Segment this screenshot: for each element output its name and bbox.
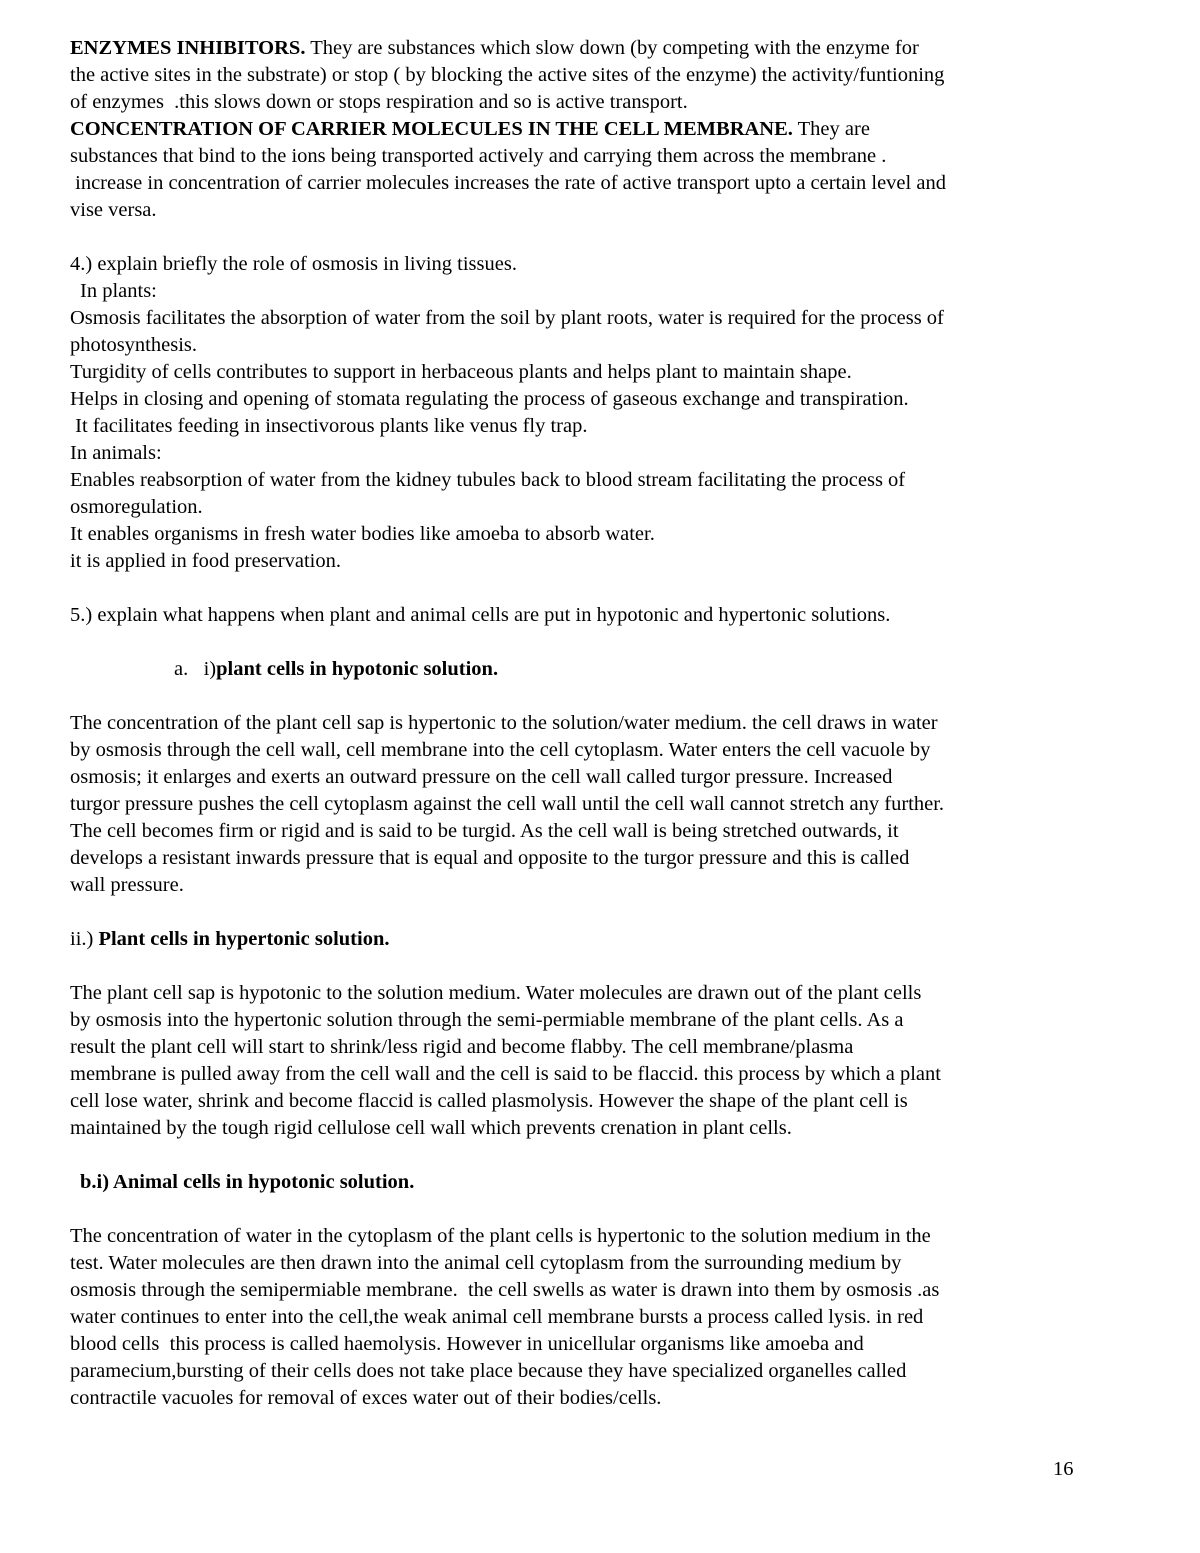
paragraph-line: result the plant cell will start to shrink/less rigid and become flabby. The cell membrane/plasma — [70, 1036, 854, 1058]
plants-line: Turgidity of cells contributes to support in herbaceous plants and helps plant to maintain shape. — [70, 361, 852, 383]
paragraph-line: The plant cell sap is hypotonic to the solution medium. Water molecules are drawn out of the plant cells — [70, 982, 922, 1004]
spacer — [70, 224, 1085, 251]
paragraph-line: osmosis; it enlarges and exerts an outward pressure on the cell wall called turgor pressure. Increased — [70, 766, 893, 788]
page-number: 16 — [1053, 1458, 1074, 1480]
enzymes-first-line-text: They are substances which slow down (by competing with the enzyme for — [305, 37, 919, 59]
enzymes-line: of enzymes .this slows down or stops respiration and so is active transport. — [70, 91, 688, 113]
spacer — [70, 683, 1085, 710]
paragraph-line: cell lose water, shrink and become flaccid is called plasmolysis. However the shape of the plant cell is — [70, 1090, 908, 1112]
subheading-a — [70, 656, 1085, 683]
enzymes-paragraph — [70, 35, 1085, 116]
paragraph-line: by osmosis into the hypertonic solution through the semi-permiable membrane of the plant cells. As a — [70, 1009, 904, 1031]
subheading-b-title: Animal cells in hypotonic solution. — [113, 1171, 415, 1193]
animals-line: Enables reabsorption of water from the kidney tubules back to blood stream facilitating the process of — [70, 469, 906, 491]
paragraph-line: turgor pressure pushes the cell cytoplasm against the cell wall until the cell wall cannot stretch any further. — [70, 793, 945, 815]
document-page — [70, 35, 1085, 1412]
spacer — [70, 953, 1085, 980]
question-5: 5.) explain what happens when plant and animal cells are put in hypotonic and hypertonic solutions. — [70, 604, 891, 626]
paragraph-line: membrane is pulled away from the cell wall and the cell is said to be flaccid. this process by which a plant — [70, 1063, 941, 1085]
plants-heading: In plants: — [80, 280, 157, 302]
spacer — [70, 575, 1085, 602]
spacer — [70, 629, 1085, 656]
subheading-ii-title: Plant cells in hypertonic solution. — [98, 928, 390, 950]
paragraph-line: test. Water molecules are then drawn into the animal cell cytoplasm from the surrounding medium by — [70, 1252, 902, 1274]
subheading-ii-prefix: ii.) — [70, 928, 99, 950]
subheading-a-title: plant cells in hypotonic solution. — [216, 658, 499, 680]
paragraph-line: osmosis through the semipermiable membrane. the cell swells as water is drawn into them by osmosis .as — [70, 1279, 940, 1301]
carrier-line: vise versa. — [70, 199, 157, 221]
carrier-paragraph — [70, 116, 1085, 224]
question-5-section — [70, 602, 1085, 1412]
carrier-first-line-text: They are — [792, 118, 870, 140]
paragraph-line: maintained by the tough rigid cellulose cell wall which prevents crenation in plant cells. — [70, 1117, 792, 1139]
animal-hypotonic-paragraph — [70, 1223, 1085, 1412]
plants-line: photosynthesis. — [70, 334, 197, 356]
paragraph-line: contractile vacuoles for removal of exces water out of their bodies/cells. — [70, 1387, 662, 1409]
plants-line: It facilitates feeding in insectivorous plants like venus fly trap. — [70, 415, 588, 437]
paragraph-line: The concentration of the plant cell sap is hypertonic to the solution/water medium. the cell draws in water — [70, 712, 938, 734]
carrier-heading: CONCENTRATION OF CARRIER MOLECULES IN THE CELL MEMBRANE. — [70, 118, 793, 140]
subheading-b — [70, 1169, 1085, 1196]
spacer — [70, 1142, 1085, 1169]
paragraph-line: by osmosis through the cell wall, cell membrane into the cell cytoplasm. Water enters the cell vacuole by — [70, 739, 931, 761]
enzymes-first-line — [70, 35, 1085, 62]
plants-line: Helps in closing and opening of stomata regulating the process of gaseous exchange and transpiration. — [70, 388, 909, 410]
animals-line: osmoregulation. — [70, 496, 203, 518]
paragraph-line: develops a resistant inwards pressure that is equal and opposite to the turgor pressure and this is called — [70, 847, 910, 869]
carrier-line: substances that bind to the ions being transported actively and carrying them across the membrane . — [70, 145, 887, 167]
animals-line: it is applied in food preservation. — [70, 550, 341, 572]
paragraph-line: blood cells this process is called haemolysis. However in unicellular organisms like amoeba and — [70, 1333, 864, 1355]
animals-line: It enables organisms in fresh water bodies like amoeba to absorb water. — [70, 523, 655, 545]
spacer — [70, 1196, 1085, 1223]
subheading-ii — [70, 926, 1085, 953]
spacer — [70, 899, 1085, 926]
plants-line: Osmosis facilitates the absorption of water from the soil by plant roots, water is required for the process of — [70, 307, 944, 329]
subheading-b-prefix: b.i) — [80, 1171, 114, 1193]
animals-heading: In animals: — [70, 442, 162, 464]
question-4-section — [70, 251, 1085, 575]
carrier-line: increase in concentration of carrier molecules increases the rate of active transport upto a certain level and — [70, 172, 946, 194]
paragraph-line: The concentration of water in the cytoplasm of the plant cells is hypertonic to the solution medium in the — [70, 1225, 931, 1247]
plant-hypertonic-paragraph — [70, 980, 1085, 1142]
enzymes-line: the active sites in the substrate) or stop ( by blocking the active sites of the enzyme) the activity/funtioning — [70, 64, 945, 86]
paragraph-line: water continues to enter into the cell,the weak animal cell membrane bursts a process called lysis. in red — [70, 1306, 924, 1328]
paragraph-line: The cell becomes firm or rigid and is said to be turgid. As the cell wall is being stretched outwards, it — [70, 820, 899, 842]
plant-hypotonic-paragraph — [70, 710, 1085, 899]
carrier-first-line — [70, 116, 1085, 143]
paragraph-line: wall pressure. — [70, 874, 184, 896]
enzymes-heading: ENZYMES INHIBITORS. — [70, 37, 306, 59]
subheading-a-prefix: i) — [203, 658, 217, 680]
list-marker-a: a. — [174, 658, 189, 680]
paragraph-line: paramecium,bursting of their cells does not take place because they have specialized organelles called — [70, 1360, 907, 1382]
question-4: 4.) explain briefly the role of osmosis in living tissues. — [70, 253, 517, 275]
